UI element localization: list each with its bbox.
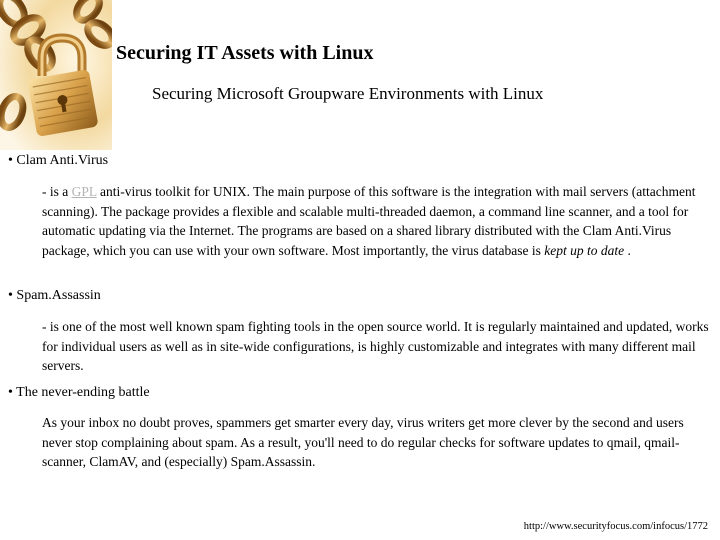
section-body-clam-antivirus bbox=[42, 182, 712, 260]
gpl-link[interactable]: GPL bbox=[71, 184, 97, 199]
clam-body-suffix: . bbox=[624, 242, 631, 258]
source-url: http://www.securityfocus.com/infocus/1772 bbox=[523, 521, 708, 532]
section-heading-spamassassin: • Spam.Assassin bbox=[8, 288, 101, 303]
clam-body-text: anti-virus toolkit for UNIX. The main purpose of this software is the integration with mail servers (attachment scanning). The package provides a flexible and scalable multi-threaded daemon, a command line scanner, and a tool for automatic updating via the Internet. The programs are based on a shared library distributed with the Clam Anti.Virus package, which you can use with your own software. Most importantly, the virus database is bbox=[42, 184, 696, 258]
section-heading-clam-antivirus: • Clam Anti.Virus bbox=[8, 153, 109, 168]
padlock-icon bbox=[0, 0, 112, 150]
clam-body-emphasis: kept up to date bbox=[544, 242, 625, 258]
page-subtitle: Securing Microsoft Groupware Environments with Linux bbox=[152, 84, 544, 103]
clam-body-prefix: - is a bbox=[42, 184, 72, 199]
section-heading-never-ending-battle: • The never-ending battle bbox=[8, 385, 150, 400]
padlock-chain-image bbox=[0, 0, 112, 150]
page-title: Securing IT Assets with Linux bbox=[116, 42, 374, 64]
section-body-never-ending-battle: As your inbox no doubt proves, spammers get smarter every day, virus writers get more clever by the second and users never stop complaining about spam. As a result, you'll need to do regular checks for software updates to qmail, qmail-scanner, ClamAV, and (especially) Spam.Assassin. bbox=[42, 415, 684, 469]
section-body-spamassassin: - is one of the most well known spam fighting tools in the open source world. It is regularly maintained and updated, works for individual users as well as in site-wide configurations, is highly customizable and integrates with many different mail servers. bbox=[42, 319, 709, 373]
